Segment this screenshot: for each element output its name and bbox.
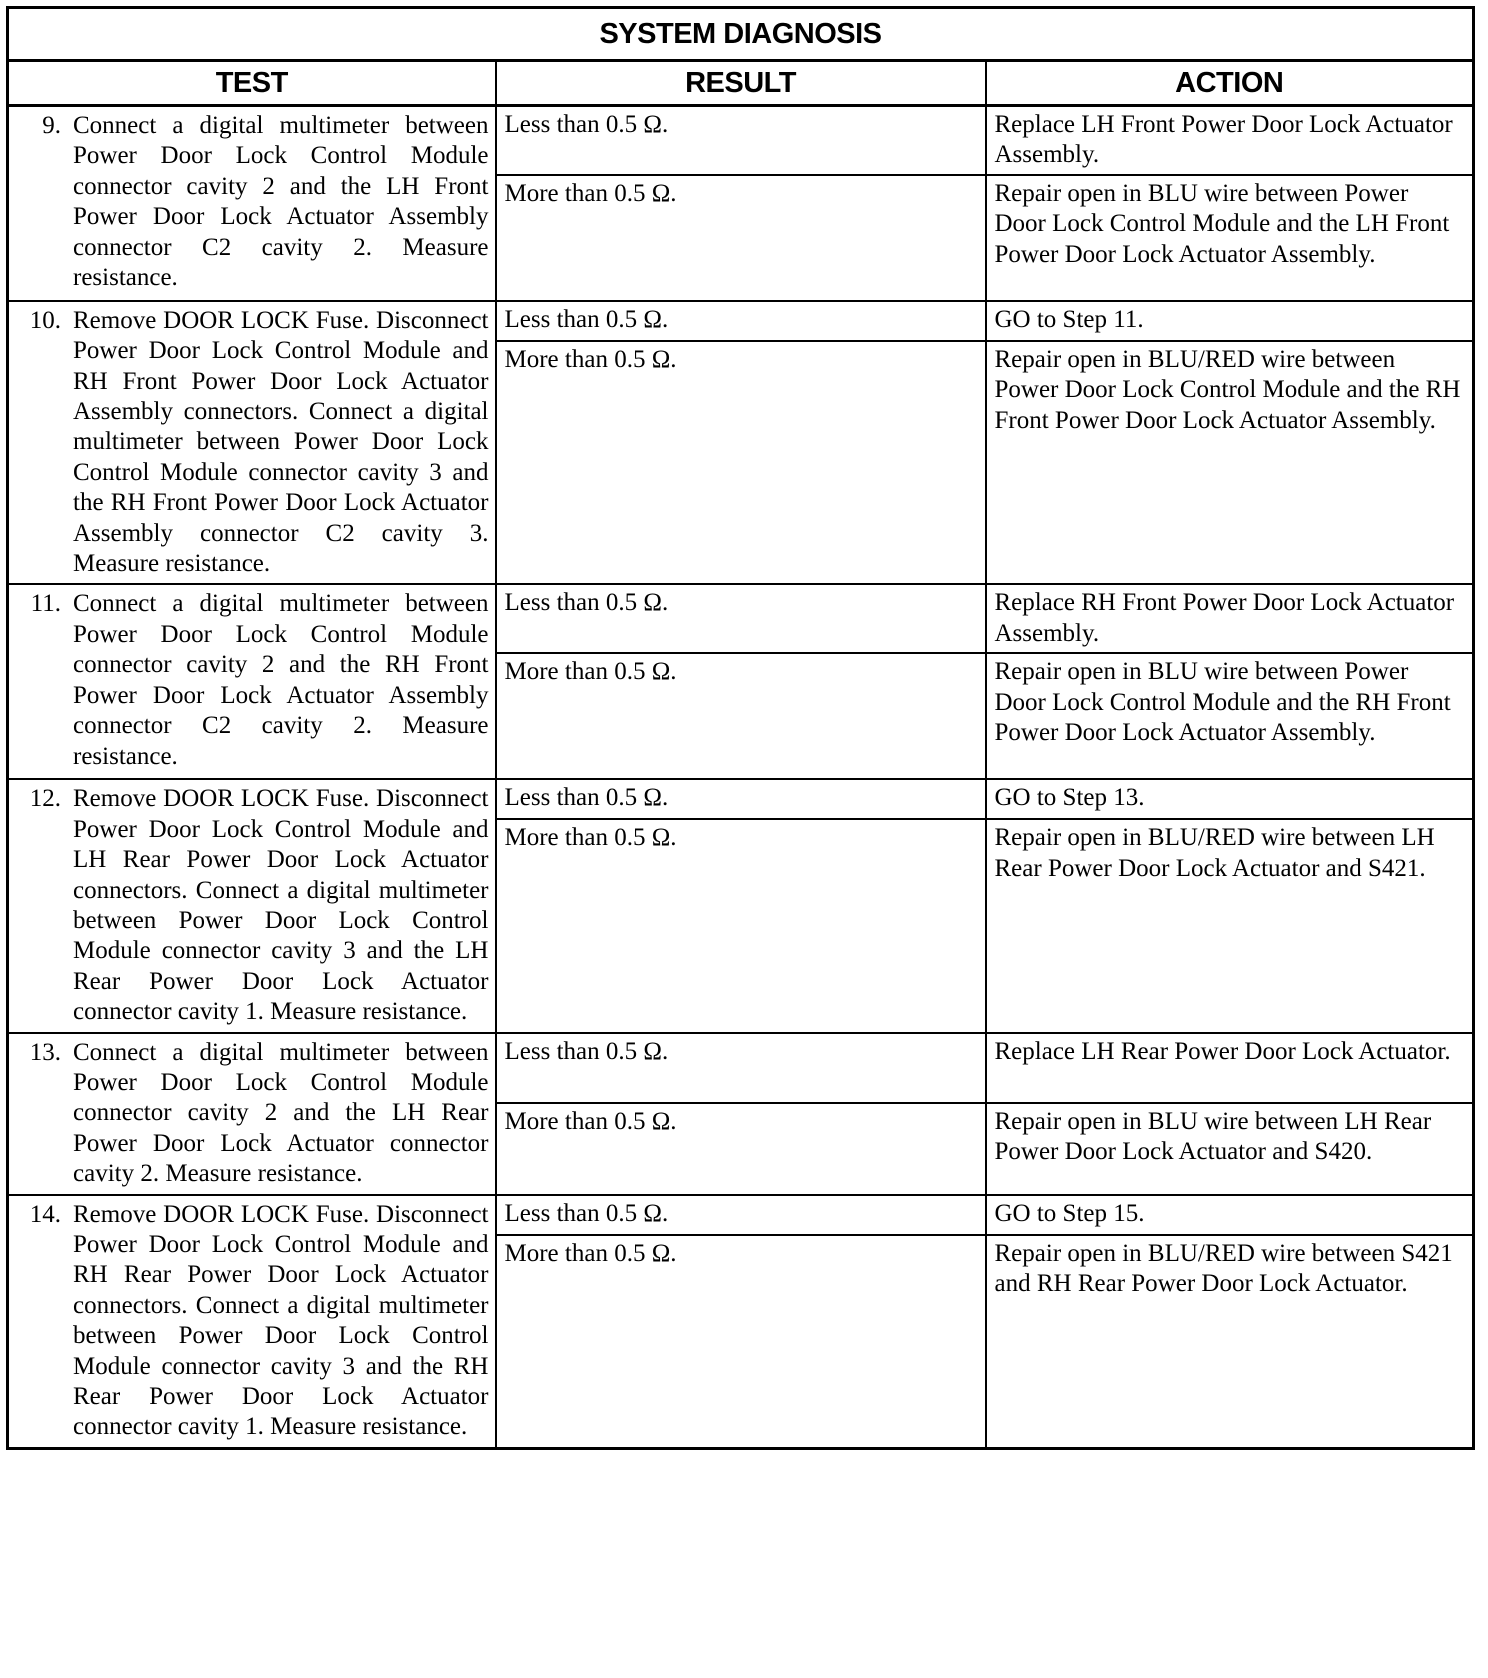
action-cell: Replace RH Front Power Door Lock Actuator Assembly.: [986, 584, 1474, 653]
step-number: 10.: [29, 306, 61, 334]
result-cell: More than 0.5 Ω.: [496, 341, 986, 585]
result-cell: Less than 0.5 Ω.: [496, 1195, 986, 1235]
action-cell: GO to Step 15.: [986, 1195, 1474, 1235]
table-row: [8, 106, 1474, 175]
header-test: TEST: [8, 61, 496, 106]
test-text: Connect a digital multimeter between Power Door Lock Control Module connector cavity 2 and the LH Rear Power Door Lock Actuator connector cavity 2. Measure resistance.: [73, 1038, 489, 1188]
action-cell: GO to Step 13.: [986, 779, 1474, 819]
test-cell: [8, 106, 496, 301]
result-cell: More than 0.5 Ω.: [496, 1103, 986, 1195]
header-action: ACTION: [986, 61, 1474, 106]
result-cell: Less than 0.5 Ω.: [496, 1033, 986, 1103]
result-cell: More than 0.5 Ω.: [496, 175, 986, 301]
step-number: 11.: [30, 590, 61, 618]
table-row: [8, 779, 1474, 819]
step-number: 14.: [29, 1200, 61, 1228]
test-text: Remove DOOR LOCK Fuse. Disconnect Power Door Lock Control Module and LH Rear Power Door Lock Actuator connectors. Connect a digital multimeter between Power Door Lock Control Module connector cavity 3 and the LH Rear Power Door Lock Actuator connector cavity 1. Measure resistance.: [73, 785, 489, 1026]
table-row: [8, 584, 1474, 653]
result-cell: More than 0.5 Ω.: [496, 1235, 986, 1449]
action-cell: Repair open in BLU/RED wire between Power Door Lock Control Module and the RH Front Power Door Lock Actuator Assembly.: [986, 341, 1474, 585]
step-number: 9.: [42, 112, 61, 139]
test-cell: [8, 1195, 496, 1449]
test-cell: [8, 301, 496, 585]
test-text: Connect a digital multimeter between Power Door Lock Control Module connector cavity 2 and the RH Front Power Door Lock Actuator Assembly connector C2 cavity 2. Measure resistance.: [73, 590, 489, 770]
test-cell: [8, 779, 496, 1032]
action-cell: Repair open in BLU wire between Power Door Lock Control Module and the LH Front Power Door Lock Actuator Assembly.: [986, 175, 1474, 301]
result-cell: Less than 0.5 Ω.: [496, 106, 986, 175]
step-number: 13.: [29, 1038, 61, 1066]
result-cell: Less than 0.5 Ω.: [496, 301, 986, 341]
test-text: Remove DOOR LOCK Fuse. Disconnect Power Door Lock Control Module and RH Front Power Door Lock Actuator Assembly connectors. Connect a digital multimeter between Power Door Lock Control Module connector cavity 3 and the RH Front Power Door Lock Actuator Assembly connector C2 cavity 3. Measure resistance.: [73, 306, 489, 578]
action-cell: Replace LH Rear Power Door Lock Actuator.: [986, 1033, 1474, 1103]
test-text: Connect a digital multimeter between Power Door Lock Control Module connector cavity 2 and the LH Front Power Door Lock Actuator Assembly connector C2 cavity 2. Measure resistance.: [73, 112, 489, 292]
action-cell: Repair open in BLU wire between Power Door Lock Control Module and the RH Front Power Door Lock Actuator Assembly.: [986, 653, 1474, 779]
system-diagnosis-table: [6, 6, 1475, 1450]
test-cell: [8, 584, 496, 779]
test-cell: [8, 1033, 496, 1195]
header-result: RESULT: [496, 61, 986, 106]
test-text: Remove DOOR LOCK Fuse. Disconnect Power Door Lock Control Module and RH Rear Power Door Lock Actuator connectors. Connect a digital multimeter between Power Door Lock Control Module connector cavity 3 and the RH Rear Power Door Lock Actuator connector cavity 1. Measure resistance.: [73, 1200, 489, 1441]
table-row: [8, 301, 1474, 341]
result-cell: Less than 0.5 Ω.: [496, 779, 986, 819]
table-row: [8, 1033, 1474, 1103]
table-row: [8, 1195, 1474, 1235]
result-cell: More than 0.5 Ω.: [496, 819, 986, 1032]
table-title: SYSTEM DIAGNOSIS: [8, 8, 1474, 61]
action-cell: Replace LH Front Power Door Lock Actuator Assembly.: [986, 106, 1474, 175]
result-cell: Less than 0.5 Ω.: [496, 584, 986, 653]
action-cell: Repair open in BLU/RED wire between S421 and RH Rear Power Door Lock Actuator.: [986, 1235, 1474, 1449]
action-cell: Repair open in BLU/RED wire between LH Rear Power Door Lock Actuator and S421.: [986, 819, 1474, 1032]
result-cell: More than 0.5 Ω.: [496, 653, 986, 779]
step-number: 12.: [29, 785, 61, 813]
action-cell: GO to Step 11.: [986, 301, 1474, 341]
action-cell: Repair open in BLU wire between LH Rear Power Door Lock Actuator and S420.: [986, 1103, 1474, 1195]
